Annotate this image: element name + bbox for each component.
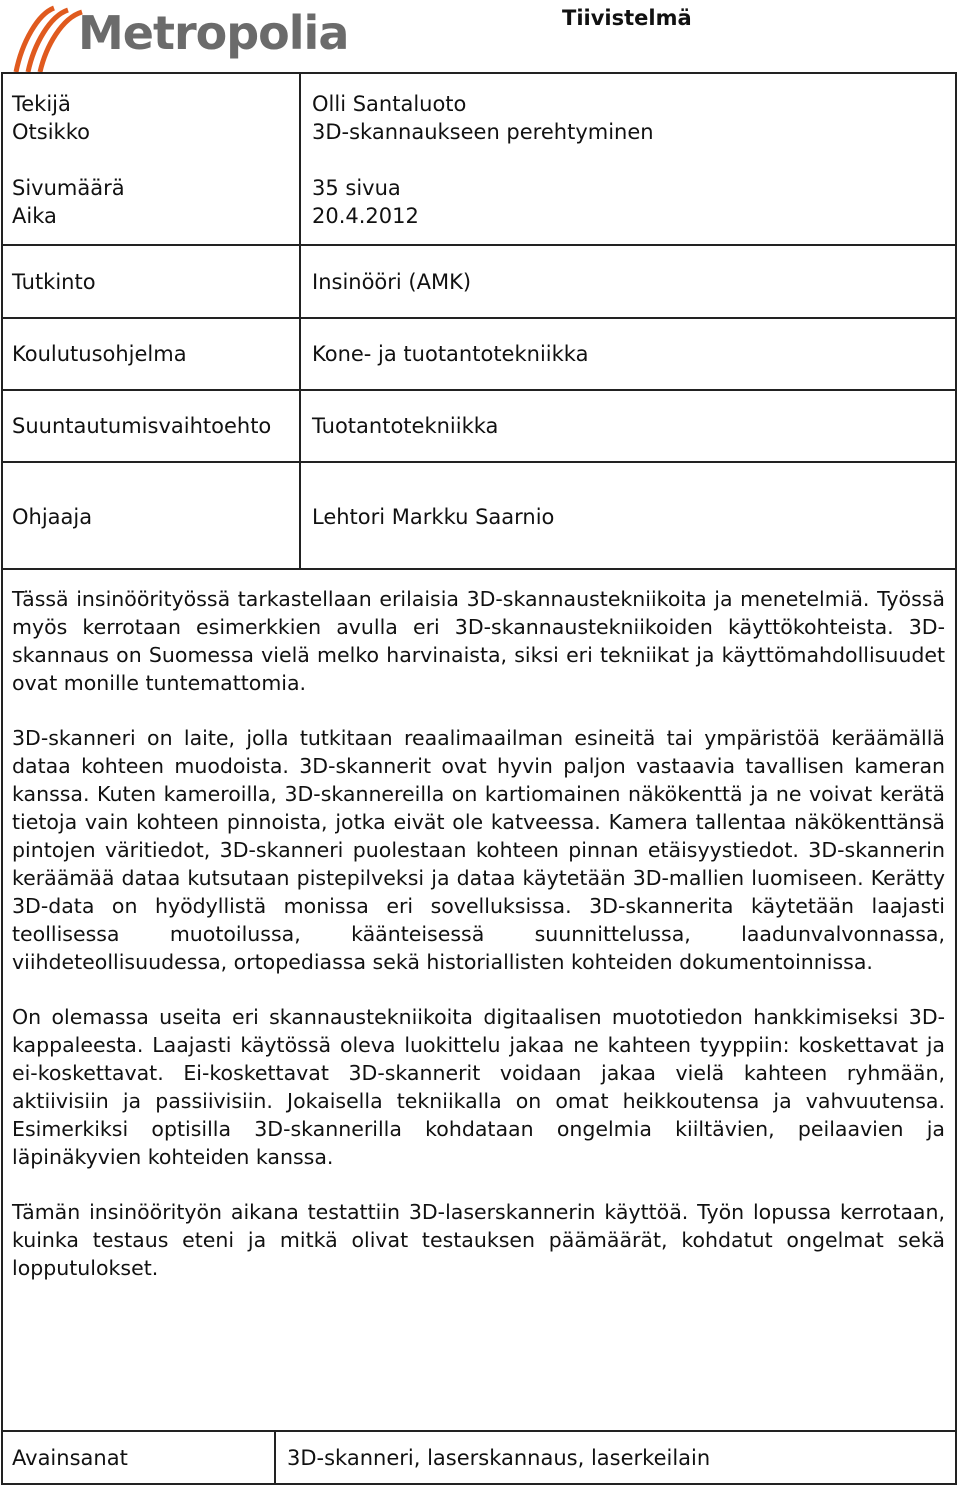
programme-value: Kone- ja tuotantotekniikka <box>312 342 589 366</box>
pages-value: 35 sivua <box>312 176 401 200</box>
date-value: 20.4.2012 <box>312 204 419 228</box>
row-divider <box>1 244 957 246</box>
degree-value: Insinööri (AMK) <box>312 270 472 294</box>
logo-text: Metropolia <box>78 6 349 60</box>
keywords-divider <box>274 1430 276 1485</box>
supervisor-value: Lehtori Markku Saarnio <box>312 505 555 529</box>
row-divider <box>1 461 957 463</box>
author-label: Tekijä <box>12 92 71 116</box>
metropolia-logo <box>8 2 349 72</box>
row-divider <box>1 317 957 319</box>
row-divider <box>1 1430 957 1432</box>
document-type: Tiivistelmä <box>562 6 692 30</box>
title-label: Otsikko <box>12 120 90 144</box>
pages-label: Sivumäärä <box>12 176 125 200</box>
keywords-value: 3D-skanneri, laserskannaus, laserkeilain <box>287 1446 711 1470</box>
abstract-paragraph: Tässä insinöörityössä tarkastellaan erilaisia 3D-skannaustekniikoita ja menetelmiä. Työssä myös kerrotaan esimerkkien avulla eri 3D-skannaustekniikoiden käyttökohteista. 3D-skannaus on Suomessa vielä melko harvinaista, siksi eri tekniikat ja käyttömahdollisuudet ovat monille tuntemattomia. <box>12 587 945 695</box>
specialisation-label: Suuntautumisvaihtoehto <box>12 414 272 438</box>
row-divider <box>1 389 957 391</box>
column-divider <box>299 72 301 569</box>
supervisor-label: Ohjaaja <box>12 505 93 529</box>
specialisation-value: Tuotantotekniikka <box>312 414 499 438</box>
row-divider <box>1 568 957 570</box>
title-value: 3D-skannaukseen perehtyminen <box>312 120 654 144</box>
programme-label: Koulutusohjelma <box>12 342 187 366</box>
keywords-label: Avainsanat <box>12 1446 128 1470</box>
metropolia-logo-mark-icon <box>8 2 88 74</box>
date-label: Aika <box>12 204 57 228</box>
author-value: Olli Santaluoto <box>312 92 467 116</box>
abstract-text <box>12 585 945 1309</box>
abstract-paragraph: 3D-skanneri on laite, jolla tutkitaan reaalimaailman esineitä tai ympäristöä keräämällä dataa kohteen muodoista. 3D-skannerit ovat hyvin paljon vastaavia tavallisen kameran kanssa. Kuten kameroilla, 3D-skannereilla on kartiomainen näkökenttä ja ne voivat kerätä tietoja vain kohteen pinnoista, jotka eivät ole katveessa. Kamera tallentaa näkökenttänsä pintojen väritiedot, 3D-skanneri puolestaan kohteen pinnan etäisyystiedot. 3D-skannerin keräämää dataa kutsutaan pistepilveksi ja dataa käytetään 3D-mallien luomiseen. Kerätty 3D-data on hyödyllistä monissa eri sovelluksissa. 3D-skannerita käytetään laajasti teollisessa muotoilussa, käänteisessä suunnittelussa, laadunvalvonnassa, viihdeteollisuudessa, ortopediassa sekä historiallisten kohteiden dokumentoinnissa. <box>12 726 945 974</box>
abstract-paragraph: On olemassa useita eri skannaustekniikoita digitaalisen muototiedon hankkimiseksi 3D-kappaleesta. Laajasti käytössä oleva luokittelu jakaa ne kahteen tyyppiin: koskettavat ja ei-koskettavat. Ei-koskettavat 3D-skannerit voidaan jakaa vielä kahteen ryhmään, aktiivisiin ja passiivisiin. Jokaisella tekniikalla on omat heikkoutensa ja vahvuutensa. Esimerkiksi optisilla 3D-skannerilla kohdataan ongelmia kiiltävien, peilaavien ja läpinäkyvien kohteiden kanssa. <box>12 1005 945 1169</box>
abstract-paragraph: Tämän insinöörityön aikana testattiin 3D-laserskannerin käyttöä. Työn lopussa kerrotaan, kuinka testaus eteni ja mitkä olivat testauksen päämäärät, kohdatut ongelmat sekä lopputulokset. <box>12 1200 945 1280</box>
degree-label: Tutkinto <box>12 270 96 294</box>
